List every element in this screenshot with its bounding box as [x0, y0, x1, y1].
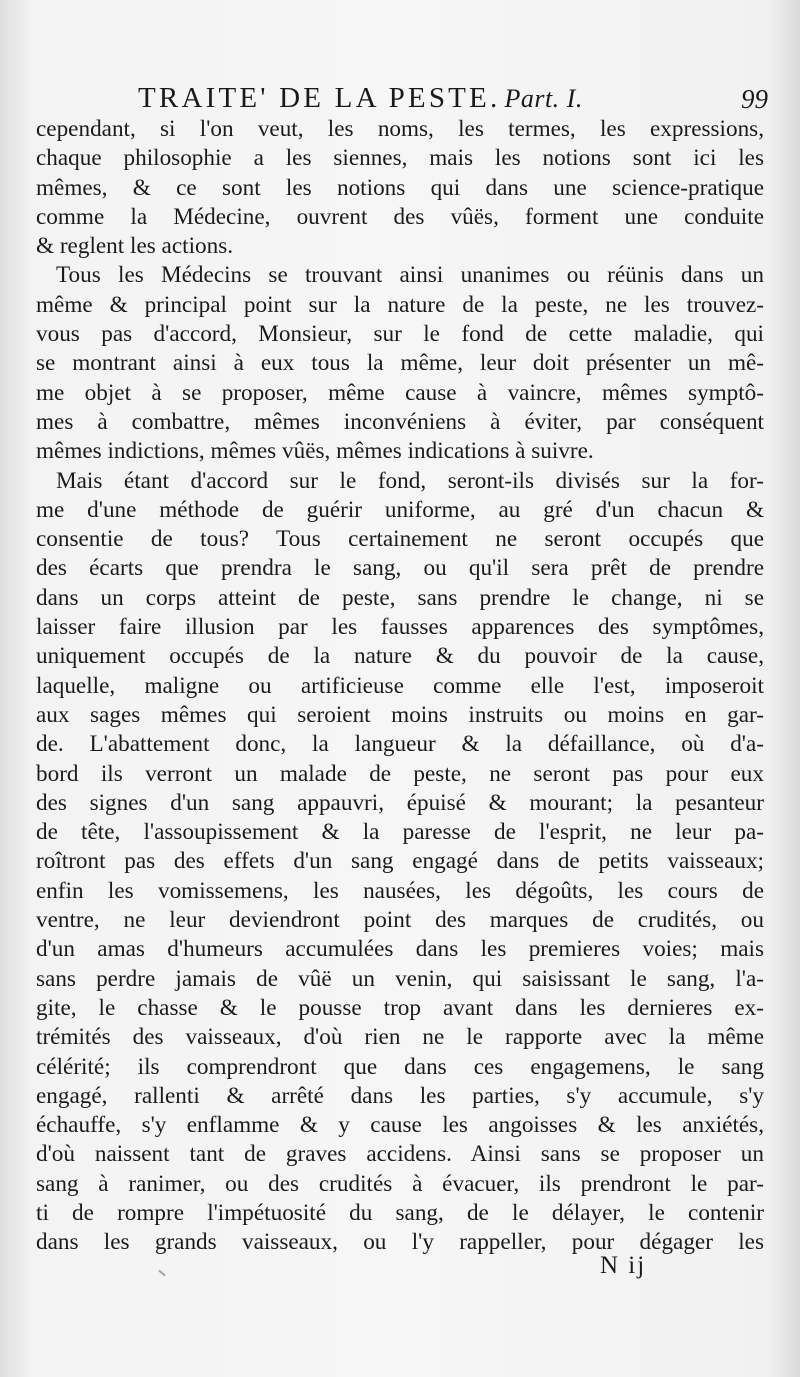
text-line: consentie de tous? Tous certainement ne seront occupés que — [36, 526, 764, 553]
text-line: même & principal point sur la nature de la peste, ne les trouvez- — [36, 291, 764, 318]
text-line: mes à combattre, mêmes inconvéniens à éviter, par conséquent — [36, 408, 764, 435]
text-line: gite, le chasse & le pousse trop avant dans les dernieres ex- — [36, 994, 764, 1021]
body-text — [36, 115, 764, 1258]
text-line: comme la Médecine, ouvrent des vûës, forment une conduite — [36, 203, 764, 230]
paper-speck — [158, 1270, 165, 1277]
text-line: uniquement occupés de la nature & du pouvoir de la cause, — [36, 643, 764, 670]
text-line: mêmes indictions, mêmes vûës, mêmes indications à suivre. — [36, 438, 594, 465]
running-head — [138, 82, 583, 115]
text-line: me objet à se proposer, même cause à vaincre, mêmes symptô- — [36, 379, 764, 406]
text-line: ti de rompre l'impétuosité du sang, de le délayer, le contenir — [36, 1199, 764, 1226]
paragraph-first-line: Mais étant d'accord sur le fond, seront-ils divisés sur la for- — [56, 467, 764, 494]
text-line: trémités des vaisseaux, d'où rien ne le rapporte avec la même — [36, 1024, 764, 1051]
running-head-part: Part. I. — [504, 84, 583, 113]
text-line: laquelle, maligne ou artificieuse comme elle l'est, imposeroit — [36, 672, 764, 699]
text-line: chaque philosophie a les siennes, mais les notions sont ici les — [36, 145, 764, 172]
signature-mark: N ij — [600, 1252, 647, 1279]
running-head-title: TRAITE' DE LA PESTE. — [138, 82, 501, 114]
text-line: bord ils verront un malade de peste, ne seront pas pour eux — [36, 760, 764, 787]
text-line: de. L'abattement donc, la langueur & la défaillance, où d'a- — [36, 731, 764, 758]
text-line: dans un corps atteint de peste, sans prendre le change, ni se — [36, 584, 764, 611]
page-number: 99 — [741, 84, 768, 114]
text-line: ventre, ne leur deviendront point des marques de crudités, ou — [36, 907, 764, 934]
text-line: roîtront pas des effets d'un sang engagé dans de petits vaisseaux; — [36, 848, 764, 875]
text-line: sang à ranimer, ou des crudités à évacuer, ils prendront le par- — [36, 1170, 764, 1197]
text-line: dans les grands vaisseaux, ou l'y rappeller, pour dégager les — [36, 1229, 764, 1256]
text-line: de tête, l'assoupissement & la paresse de l'esprit, ne leur pa- — [36, 819, 764, 846]
text-line: se montrant ainsi à eux tous la même, leur doit présenter un mê- — [36, 350, 764, 377]
text-line: célérité; ils comprendront que dans ces engagemens, le sang — [36, 1053, 764, 1080]
paragraph-first-line: Tous les Médecins se trouvant ainsi unanimes ou réünis dans un — [56, 262, 764, 289]
text-line: d'où naissent tant de graves accidens. Ainsi sans se proposer un — [36, 1141, 764, 1168]
text-line: & reglent les actions. — [36, 233, 234, 260]
text-line: aux sages mêmes qui seroient moins instruits ou moins en gar- — [36, 701, 764, 728]
text-line: d'un amas d'humeurs accumulées dans les premieres voies; mais — [36, 936, 764, 963]
text-line: sans perdre jamais de vûë un venin, qui saisissant le sang, l'a- — [36, 965, 764, 992]
text-line: vous pas d'accord, Monsieur, sur le fond de cette maladie, qui — [36, 321, 764, 348]
text-line: me d'une méthode de guérir uniforme, au gré d'un chacun & — [36, 496, 764, 523]
text-line: mêmes, & ce sont les notions qui dans une science-pratique — [36, 174, 764, 201]
text-line: échauffe, s'y enflamme & y cause les angoisses & les anxiétés, — [36, 1112, 764, 1139]
text-line: des signes d'un sang appauvri, épuisé & mourant; la pesanteur — [36, 789, 764, 816]
text-line: engagé, rallenti & arrêté dans les parties, s'y accumule, s'y — [36, 1082, 764, 1109]
text-line: enfin les vomissemens, les nausées, les dégoûts, les cours de — [36, 877, 764, 904]
text-line: des écarts que prendra le sang, ou qu'il sera prêt de prendre — [36, 555, 764, 582]
text-line: cependant, si l'on veut, les noms, les termes, les expressions, — [36, 116, 764, 142]
text-line: laisser faire illusion par les fausses apparences des symptômes, — [36, 614, 764, 641]
